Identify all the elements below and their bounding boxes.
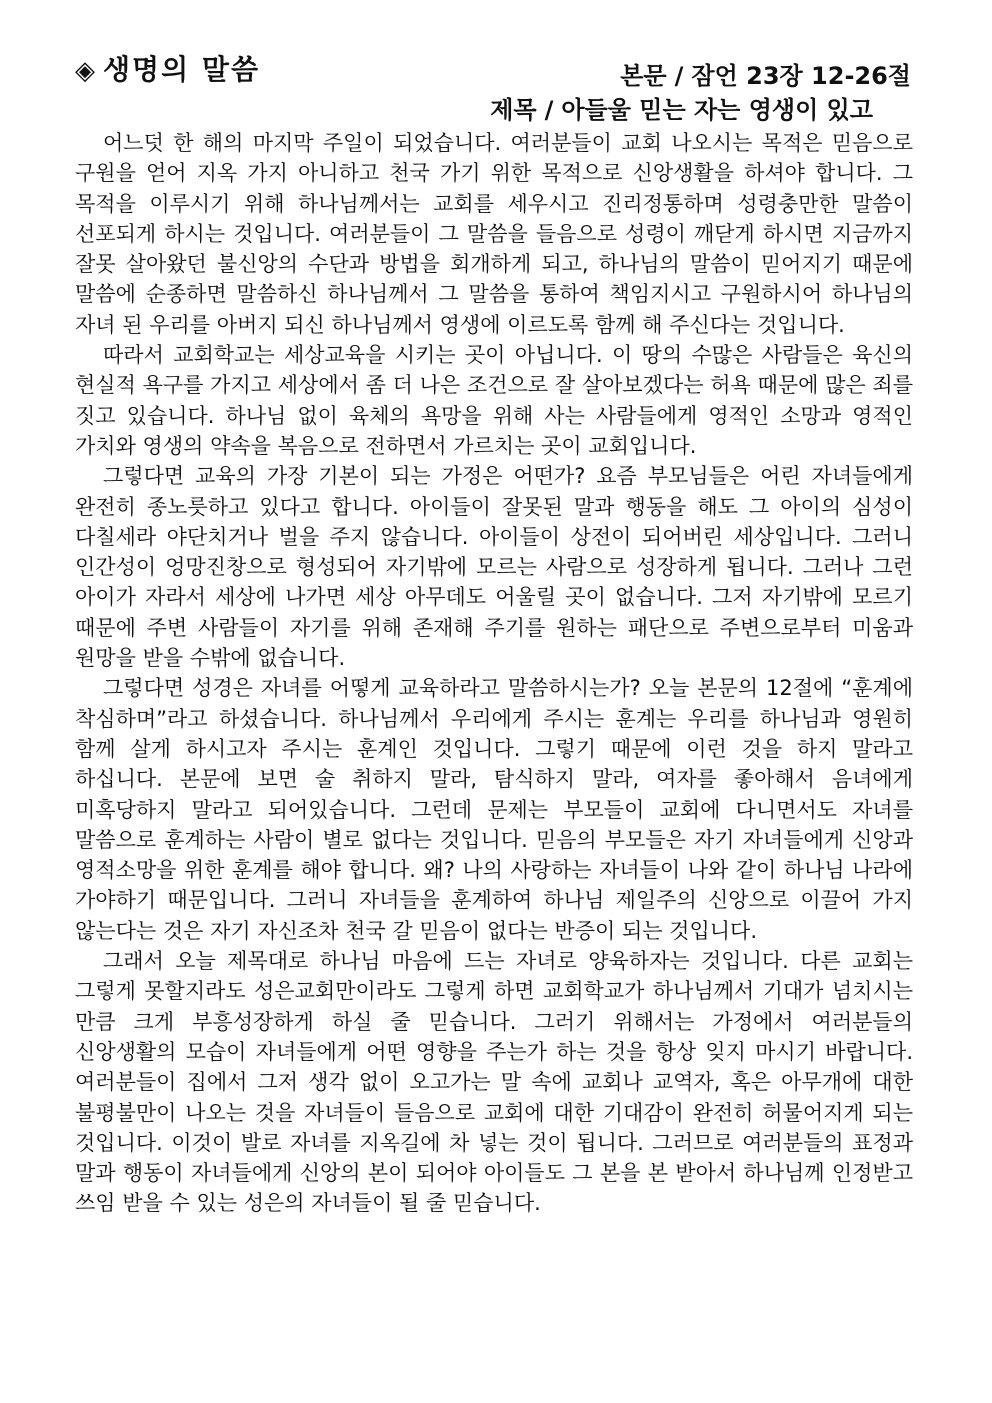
scripture-separator: / bbox=[674, 62, 684, 90]
scripture-reference bbox=[620, 56, 911, 91]
sermon-body bbox=[75, 128, 913, 1219]
paragraph-2: 따라서 교회학교는 세상교육을 시키는 곳이 아닙니다. 이 땅의 수많은 사람들은 육신의 현실적 욕구를 가지고 세상에서 좀 더 나은 조건으로 잘 살아보겠다는 허욕 때문에 많은 죄를 짓고 있습니다. 하나님 없이 육체의 욕망을 위해 사는 사람들에게 영적인 소망과 영적인 가치와 영생의 약속을 복음으로 전하면서 가르치는 곳이 교회입니다. bbox=[75, 343, 913, 458]
paragraph-3: 그렇다면 교육의 가장 기본이 되는 가정은 어떤가? 요즘 부모님들은 어린 자녀들에게 완전히 종노릇하고 있다고 합니다. 아이들이 잘못된 말과 행동을 해도 그 아이의 심성이 다칠세라 야단치거나 벌을 주지 않습니다. 아이들이 상전이 되어버린 세상입니다. 그러니 인간성이 엉망진창으로 형성되어 자기밖에 모르는 사람으로 성장하게 됩니다. 그러나 그런 아이가 자라서 세상에 나가면 세상 아무데도 어울릴 곳이 없습니다. 그저 자기밖에 모르기 때문에 주변 사람들이 자기를 위해 존재해 주기를 원하는 패단으로 주변으로부터 미움과 원망을 받을 수밖에 없습니다. bbox=[75, 464, 913, 671]
scripture-label: 본문 bbox=[620, 62, 667, 90]
paragraph-5: 그래서 오늘 제목대로 하나님 마음에 드는 자녀로 양육하자는 것입니다. 다른 교회는 그렇게 못할지라도 성은교회만이라도 그렇게 하면 교회학교가 하나님께서 기대가 넘치시는 만큼 크게 부흥성장하게 하실 줄 믿습니다. 그러기 위해서는 가정에서 여러분들의 신앙생활의 모습이 자녀들에게 어떤 영향을 주는가 하는 것을 항상 잊지 마시기 바랍니다. 여러분들이 집에서 그저 생각 없이 오고가는 말 속에 교회나 교역자, 혹은 아무개에 대한 불평불만이 나오는 것을 자녀들이 들음으로 교회에 대한 기대감이 완전히 허물어지게 되는 것입니다. 이것이 발로 자녀를 지옥길에 차 넣는 것이 됩니다. 그러므로 여러분들의 표정과 말과 행동이 자녀들에게 신앙의 본이 되어야 아이들도 그 본을 본 받아서 하나님께 인정받고 쓰임 받을 수 있는 성은의 자녀들이 될 줄 믿습니다. bbox=[75, 949, 913, 1216]
section-title bbox=[75, 48, 260, 88]
scripture-ref: 잠언 23장 12-26절 bbox=[691, 62, 911, 90]
section-title-text: 생명의 말씀 bbox=[103, 53, 260, 86]
diamond-icon: ◈ bbox=[75, 56, 97, 86]
title-text: 아들울 믿는 자는 영생이 있고 bbox=[561, 96, 873, 124]
title-separator: / bbox=[544, 96, 554, 124]
paragraph-1: 어느덧 한 해의 마지막 주일이 되었습니다. 여러분들이 교회 나오시는 목적은 믿음으로 구원을 얻어 지옥 가지 아니하고 천국 가기 위한 목적으로 신앙생활을 하셔야 합니다. 그 목적을 이루시기 위해 하나님께서는 교회를 세우시고 진리정통하며 성령충만한 말씀이 선포되게 하시는 것입니다. 여러분들이 그 말씀을 들음으로 성령이 깨닫게 하시면 지금까지 잘못 살아왔던 불신앙의 수단과 방법을 회개하게 되고, 하나님의 말씀이 믿어지기 때문에 말씀에 순종하면 말씀하신 하나님께서 그 말씀을 통하여 책임지시고 구원하시어 하나님의 자녀 된 우리를 아버지 되신 하나님께서 영생에 이르도록 함께 해 주신다는 것입니다. bbox=[75, 131, 913, 337]
sermon-title bbox=[490, 90, 873, 125]
paragraph-4: 그렇다면 성경은 자녀를 어떻게 교육하라고 말씀하시는가? 오늘 본문의 12절에 “훈계에 착심하며”라고 하셨습니다. 하나님께서 우리에게 주시는 훈계는 우리를 하나님과 영원히 함께 살게 하시고자 주시는 훈계인 것입니다. 그렇기 때문에 이런 것을 하지 말라고 하십니다. 본문에 보면 술 취하지 말라, 탐식하지 말라, 여자를 좋아해서 음녀에게 미혹당하지 말라고 되어있습니다. 그런데 문제는 부모들이 교회에 다니면서도 자녀를 말씀으로 훈계하는 사람이 별로 없다는 것입니다. 믿음의 부모들은 자기 자녀들에게 신앙과 영적소망을 위한 훈계를 해야 합니다. 왜? 나의 사랑하는 자녀들이 나와 같이 하나님 나라에 가야하기 때문입니다. 그러니 자녀들을 훈계하여 하나님 제일주의 신앙으로 이끌어 가지 않는다는 것은 자기 자신조차 천국 갈 믿음이 없다는 반증이 되는 것입니다. bbox=[75, 676, 913, 943]
title-label: 제목 bbox=[490, 96, 537, 124]
